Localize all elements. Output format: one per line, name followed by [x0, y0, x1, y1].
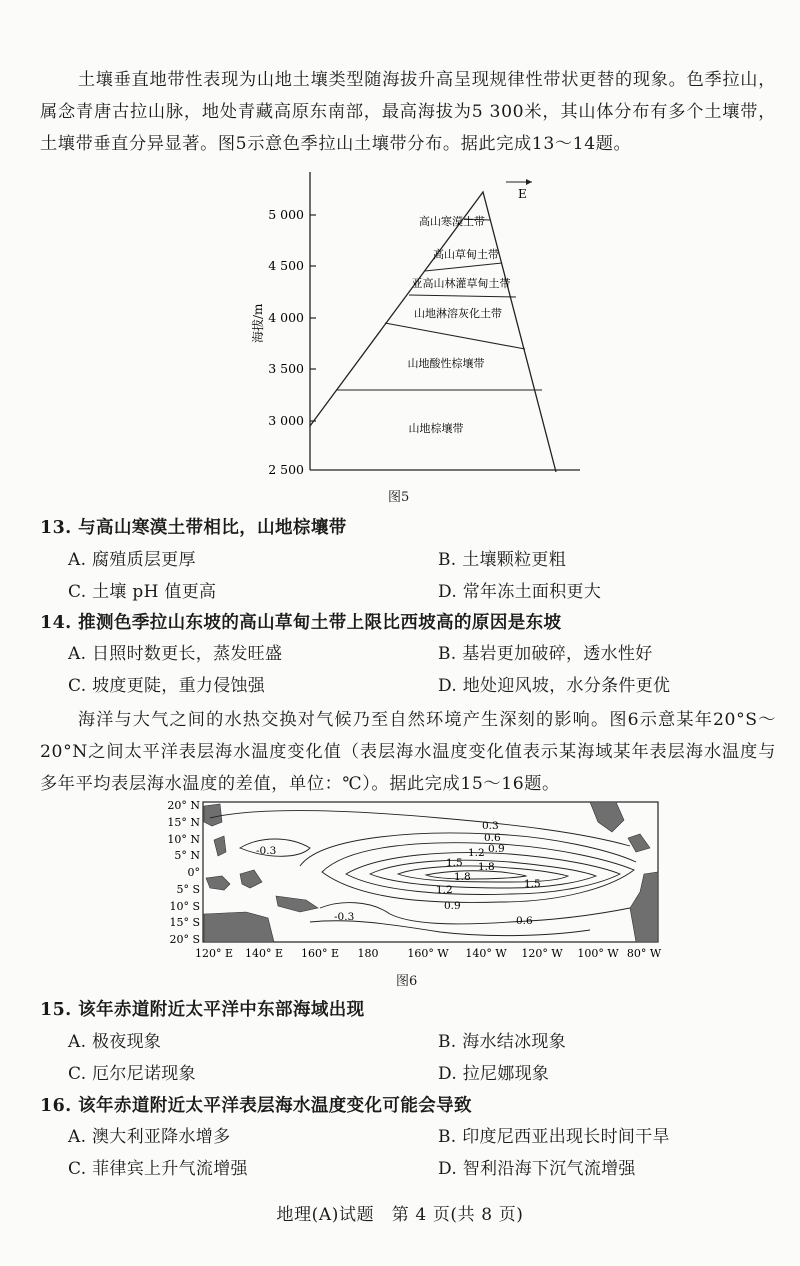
q15-stem: 15. 该年赤道附近太平洋中东部海域出现: [40, 1000, 365, 1020]
lon-80w: 80° W: [626, 947, 662, 960]
direction-label-east: E: [518, 187, 527, 201]
y-tick-3500: 3 500: [268, 361, 304, 376]
contour-1.2-top: 1.2: [468, 847, 485, 859]
q16-option-c: C. 菲律宾上升气流增强: [68, 1159, 248, 1179]
y-tick-5000: 5 000: [268, 207, 304, 222]
lat-5s: 5° S: [176, 883, 200, 896]
intro-paragraph-2: 海洋与大气之间的水热交换对气候乃至自然环境产生深刻的影响。图6示意某年20°S～20°N之间太平洋表层海水温度变化值（表层海水温度变化值表示某海域某年表层海水温度与多年平均表层海水温度的差值，单位：℃）。据此完成15～16题。: [40, 710, 776, 794]
y-tick-3000: 3 000: [268, 413, 304, 428]
lat-20s: 20° S: [169, 933, 200, 946]
q16-stem: 16. 该年赤道附近太平洋表层海水温度变化可能会导致: [40, 1096, 472, 1116]
band-acid-brown: 山地酸性棕壤带: [407, 357, 485, 370]
q16-option-a: A. 澳大利亚降水增多: [68, 1127, 231, 1147]
y-tick-4500: 4 500: [268, 258, 304, 273]
lat-15n: 15° N: [167, 816, 200, 829]
contour-1.5-top: 1.5: [446, 857, 463, 869]
band-podzolic: 山地淋溶灰化土带: [414, 307, 502, 320]
y-tick-4000: 4 000: [268, 310, 304, 325]
lon-140e: 140° E: [244, 947, 284, 960]
band-subalpine-meadow: 亚高山林灌草甸土带: [411, 277, 511, 290]
contour-0.3-top: 0.3: [482, 820, 499, 832]
lat-0: 0°: [187, 866, 200, 879]
q14-option-a: A. 日照时数更长，蒸发旺盛: [68, 644, 283, 664]
band-brown: 山地棕壤带: [408, 422, 464, 435]
q13-option-c: C. 土壤 pH 值更高: [68, 582, 217, 602]
q14-option-c: C. 坡度更陡，重力侵蚀强: [68, 676, 266, 696]
q13-option-a: A. 腐殖质层更厚: [68, 550, 196, 570]
intro-paragraph-1: 土壤垂直地带性表现为山地土壤类型随海拔升高呈现规律性带状更替的现象。色季拉山，属念青唐古拉山脉，地处青藏高原东南部，最高海拔为5 300米，其山体分布有多个土壤带，土壤带垂直分异显著。图5示意色季拉山土壤带分布。据此完成13～14题。: [40, 70, 776, 154]
contour-neg0.3-south: -0.3: [334, 911, 355, 923]
band-alpine-meadow: 高山草甸土带: [433, 248, 499, 261]
lon-100w: 100° W: [577, 947, 619, 960]
y-axis-label: 海拔/m: [251, 303, 265, 343]
q15-option-b: B. 海水结冰现象: [438, 1032, 566, 1052]
lat-10s: 10° S: [169, 900, 200, 913]
lon-160e: 160° E: [300, 947, 340, 960]
contour-0.6-bottom: 0.6: [516, 915, 533, 927]
figure-6-caption: 图6: [396, 974, 418, 989]
y-tick-2500: 2 500: [268, 462, 304, 477]
figure-6-sst-anomaly-map: [150, 796, 670, 966]
lon-160w: 160° W: [407, 947, 449, 960]
q15-option-a: A. 极夜现象: [68, 1032, 162, 1052]
contour-0.9-bottom: 0.9: [444, 900, 461, 912]
q13-stem: 13. 与高山寒漠土带相比，山地棕壤带: [40, 518, 347, 538]
lat-10n: 10° N: [167, 833, 200, 846]
q15-option-c: C. 厄尔尼诺现象: [68, 1064, 196, 1084]
contour-1.8-right: 1.8: [478, 861, 495, 873]
band-alpine-desert: 高山寒漠土带: [419, 215, 485, 228]
page-footer: 地理(A)试题 第 4 页(共 8 页): [276, 1205, 524, 1225]
lon-140w: 140° W: [465, 947, 507, 960]
q13-option-d: D. 常年冻土面积更大: [438, 582, 602, 602]
lon-180: 180: [357, 947, 379, 960]
contour-1.8-left: 1.8: [454, 871, 471, 883]
q16-option-d: D. 智利沿海下沉气流增强: [438, 1159, 636, 1179]
figure-5-caption: 图5: [388, 490, 410, 505]
contour-1.2-bottom: 1.2: [436, 884, 453, 896]
q14-option-d: D. 地处迎风坡，水分条件更优: [438, 676, 671, 696]
lat-15s: 15° S: [169, 916, 200, 929]
q14-option-b: B. 基岩更加破碎，透水性好: [438, 644, 653, 664]
lat-20n: 20° N: [167, 799, 200, 812]
q13-option-b: B. 土壤颗粒更粗: [438, 550, 566, 570]
contour-0.6-top: 0.6: [484, 832, 501, 844]
contour-1.5-right: 1.5: [524, 878, 541, 890]
lon-120e: 120° E: [194, 947, 234, 960]
contour-neg0.3-west: -0.3: [256, 845, 277, 857]
figure-5-soil-zones: [240, 168, 600, 478]
lon-120w: 120° W: [521, 947, 563, 960]
lat-5n: 5° N: [174, 849, 200, 862]
q15-option-d: D. 拉尼娜现象: [438, 1064, 550, 1084]
q14-stem: 14. 推测色季拉山东坡的高山草甸土带上限比西坡高的原因是东坡: [40, 613, 562, 633]
contour-0.9-top: 0.9: [488, 843, 505, 855]
q16-option-b: B. 印度尼西亚出现长时间干旱: [438, 1127, 670, 1147]
